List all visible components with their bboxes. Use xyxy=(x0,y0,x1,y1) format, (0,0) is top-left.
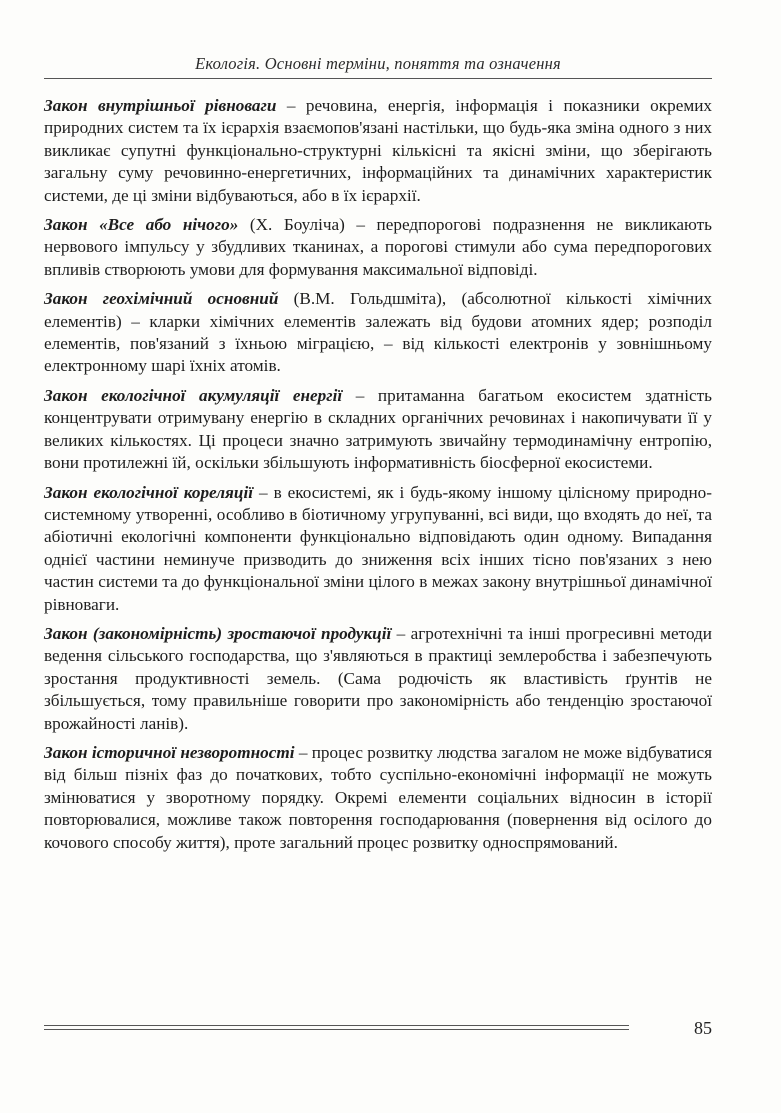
footer-rules xyxy=(44,1025,629,1033)
entry-definition: – в екосистемі, як і будь-якому іншому цілісному природно-системному утворенні, особливо в біотичному угрупуванні, всі види, що входять до неї, та абіотичні екологічні компоненти функціонально відповідають один одному. Випадання однієї частини неминуче призводить до зниження всіх інших тісно пов'язаних з нею частин системи та до функціональної зміни цілого в межах закону внутрішньої динамічної рівноваги. xyxy=(44,482,713,614)
page-number: 85 xyxy=(694,1018,712,1038)
entry-definition: (Х. Боуліча) – передпорогові подразнення не викликають нервового імпульсу у збудливих тканинах, а порогові стимули або сума передпорогових впливів створюють умови для формування максимальної відповіді. xyxy=(44,215,712,279)
entry-term: Закон «Все або нічого» xyxy=(44,215,239,235)
glossary-content xyxy=(44,95,712,861)
glossary-entry xyxy=(44,623,712,735)
glossary-entry xyxy=(44,288,712,378)
entry-term: Закон екологічної кореляції xyxy=(44,482,254,502)
entry-definition: – агротехнічні та інші прогресивні методи ведення сільського господарства, що з'являються в практиці землеробства і забезпечують зростання продуктивності земель. (Сама родючість як властивість ґрунтів не збільшується, тому правильніше говорити про закономірність або тенденцію зростаючої врожайності ланів). xyxy=(44,623,712,733)
glossary-entry xyxy=(44,95,712,207)
glossary-entry xyxy=(44,214,712,281)
glossary-entry xyxy=(44,482,712,616)
entry-definition: (В.М. Гольдшміта), (абсолютної кількості хімічних елементів) – кларки хімічних елементів залежать від будови атомних ядер; розподіл елементів, пов'язаний з їхньою міграцією, – від кількості електронів у зовнішньому електронному шарі їхніх атомів. xyxy=(44,289,712,376)
entry-definition: – речовина, енергія, інформація і показники окремих природних систем та їх ієрархія взаємопов'язані настільки, що будь-яка зміна одного з них викликає супутні функціонально-структурні кількісні та якісні зміни, що зберігають загальну суму речовинно-енергетичних, інформаційних та динамічних характеристик системи, де ці зміни відбуваються, або в їх ієрархії. xyxy=(44,96,712,205)
footer-rule xyxy=(44,1029,629,1030)
entry-term: Закон екологічної акумуляції енергії xyxy=(44,385,343,405)
running-head: Екологія. Основні терміни, поняття та означення xyxy=(195,54,561,73)
glossary-entry xyxy=(44,385,712,475)
header-rule xyxy=(44,78,712,79)
entry-term: Закон (закономірність) зростаючої продукції xyxy=(44,623,392,643)
entry-term: Закон історичної незворотності xyxy=(44,742,295,762)
glossary-entry xyxy=(44,742,712,854)
footer-rule xyxy=(44,1025,629,1026)
entry-definition: – процес розвитку людства загалом не може відбуватися від більш пізніх фаз до початкових, тобто суспільно-економічні інформації не можуть змінюватися у зворотному порядку. Окремі елементи соціальних відносин в історії повторювалися, можливе також повторення господарювання (повернення від осілого до кочового способу життя), проте загальний процес розвитку односпрямований. xyxy=(44,742,713,852)
entry-definition: – притаманна багатьом екосистем здатність концентрувати отримувану енергію в складних органічних речовинах і накопичувати її у великих кількостях. Ці процеси значно затримують звичайну термодинамічну ентропію, вони протилежні їй, оскільки збільшують інформативність біосферної екосистеми. xyxy=(44,385,712,473)
entry-term: Закон геохімічний основний xyxy=(44,289,279,309)
entry-term: Закон внутрішньої рівноваги xyxy=(44,96,277,115)
